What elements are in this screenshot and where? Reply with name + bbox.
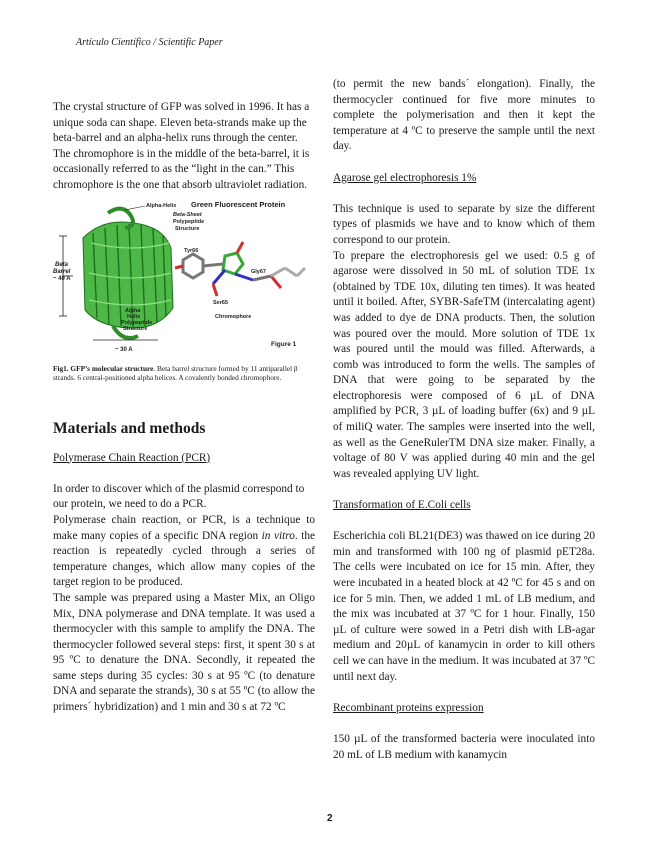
page-number: 2 — [327, 813, 333, 824]
polypeptide-label: Polypeptide — [173, 218, 205, 225]
barrel-width-label: ~ 30 A — [115, 346, 133, 353]
beta-sheet-label: Beta-Sheet — [173, 211, 202, 218]
figure-title: Green Fluorescent Protein — [191, 199, 286, 209]
gfp-structure-illustration — [53, 198, 315, 360]
running-header: Artículo Científico / Scientific Paper — [76, 37, 223, 48]
pcr-heading: Polymerase Chain Reaction (PCR) — [53, 451, 211, 464]
left-column — [53, 100, 315, 716]
beta-label: Beta — [55, 261, 69, 268]
helix-label: Helix — [127, 313, 141, 320]
pcr-p2-text-a: Polymerase chain reaction, or PCR, is a technique to make many copies of a specific DNA region — [53, 513, 315, 542]
gly67-label: Gly67 — [251, 268, 266, 275]
materials-methods-heading: Materials and methods — [53, 419, 206, 437]
transformation-heading: Transformation of E.Coli cells — [333, 499, 471, 512]
polypeptide-label-2: Polypeptide — [121, 319, 153, 326]
tyr66-label: Tyr66 — [184, 247, 199, 254]
right-column — [333, 77, 595, 763]
figure-caption — [53, 364, 315, 383]
alpha-helix-label: Alpha-Helix — [146, 202, 177, 209]
transformation-paragraph: Escherichia coli BL21(DE3) was thawed on ice during 20 min and transformed with 100 ng of plasmid pET28a. The cells were incubated on ice for 15 min. After, they were incubated in a heated block at 42 ºC for 45 s and on ice for 5 min. Then, we added 1 mL of LB medium, and the mix was incubated at 37 ºC for 1 hour. Finally, 150 µL of culture were sowed in a Petri dish with LB-agar medium and 20µL of kanamycin in order to kill others cell we can have in the medium. It was incubated at 37 ºC until next day. — [333, 530, 595, 683]
agarose-heading: Agarose gel electrophoresis 1% — [333, 171, 477, 184]
alpha-label: Alpha — [125, 307, 141, 314]
intro-paragraph: The crystal structure of GFP was solved in 1996. It has a unique soda can shape. Eleven beta-strands make up the beta-barrel and an alpha-helix runs through the center. The chromophore is in the middle of the beta-barrel, it is occasionally referred to as the “light in the can.” This chromophore is the one that absorb ultraviolet radiation. — [53, 101, 310, 191]
structure-label: Structure — [175, 225, 200, 232]
alpha-helix-pointer — [125, 206, 145, 210]
pcr-paragraph-1: In order to discover which of the plasmid correspond to our protein, we need to do a PCR. — [53, 482, 305, 511]
recombinant-heading: Recombinant proteins expression — [333, 701, 484, 714]
pcr-continued-paragraph: (to permit the new bands´ elongation). Finally, the thermocycler continued for five more minutes to complete the polymerisation and then it kept the temperature at 4 ºC to preserve the sample until the next day. — [333, 78, 595, 153]
gfp-figure — [53, 198, 315, 360]
caption-title: Fig1. GFP’s molecular structure — [53, 363, 154, 373]
pcr-paragraph-2 — [53, 513, 315, 591]
barrel-label: Barrel — [53, 268, 71, 275]
caption-text: . Beta barrel structure formed by 11 antiparallel β strands. 6 central-positioned alpha helices. A covalently bonded chromophore. — [53, 363, 298, 383]
recombinant-paragraph: 150 µL of the transformed bacteria were inoculated into 20 mL of LB medium with kanamycin — [333, 732, 595, 761]
pcr-p2-text-b: . the reaction is repeatedly cycled through a series of temperature changes, which allow many copies of the target region to be produced. — [53, 529, 315, 589]
barrel-size-label: ~ 40 A — [53, 275, 71, 282]
figure-number-label: Figure 1 — [271, 340, 297, 348]
ser65-label: Ser65 — [213, 299, 228, 306]
chromophore-label: Chromophore — [215, 313, 252, 320]
agarose-paragraph-1: This technique is used to separate by size the different types of plasmids we have and to know which of them correspond to our protein. — [333, 202, 595, 246]
structure-label-2: Structure — [123, 325, 148, 332]
pcr-p2-italic: in vitro — [261, 529, 295, 542]
pcr-paragraph-3: The sample was prepared using a Master Mix, an Oligo Mix, DNA polymerase and DNA template. It was used a thermocycler with this sample to amplify the DNA. The thermocycler followed several steps: first, it spent 30 s at 95 ºC to denature the DNA. Secondly, it repeated the same steps during 35 cycles: 30 s at 95 ºC (to denature DNA and separate the strands), 30 s at 55 ºC (to allow the primers´ hybridization) and 1 min and 30 s at 72 ºC — [53, 591, 315, 714]
agarose-paragraph-2: To prepare the electrophoresis gel we used: 0.5 g of agarose were dissolved in 50 mL of solution TDE 1x (obtained by TDE 10x, diluting ten times). It was heated until it boiled. After, SYBR-SafeTM (intercalating agent) was added to dye de DNA products. Then, the solution was poured over the mould. More solution of TDE 1x was poured until the mould was filled. Afterwards, a comb was introduced to form the wells. The samples of DNA that were going to be separated by the electrophoresis were composed of 6 µL of DNA amplified by PCR, 3 µL of loading buffer (6x) and 9 µL of miliQ water. The samples were inserted into the well, as well as the GeneRulerTM DNA size maker. Finally, a voltage of 80 V was applied during 40 min and the gel was revealed applying UV light. — [333, 249, 595, 480]
